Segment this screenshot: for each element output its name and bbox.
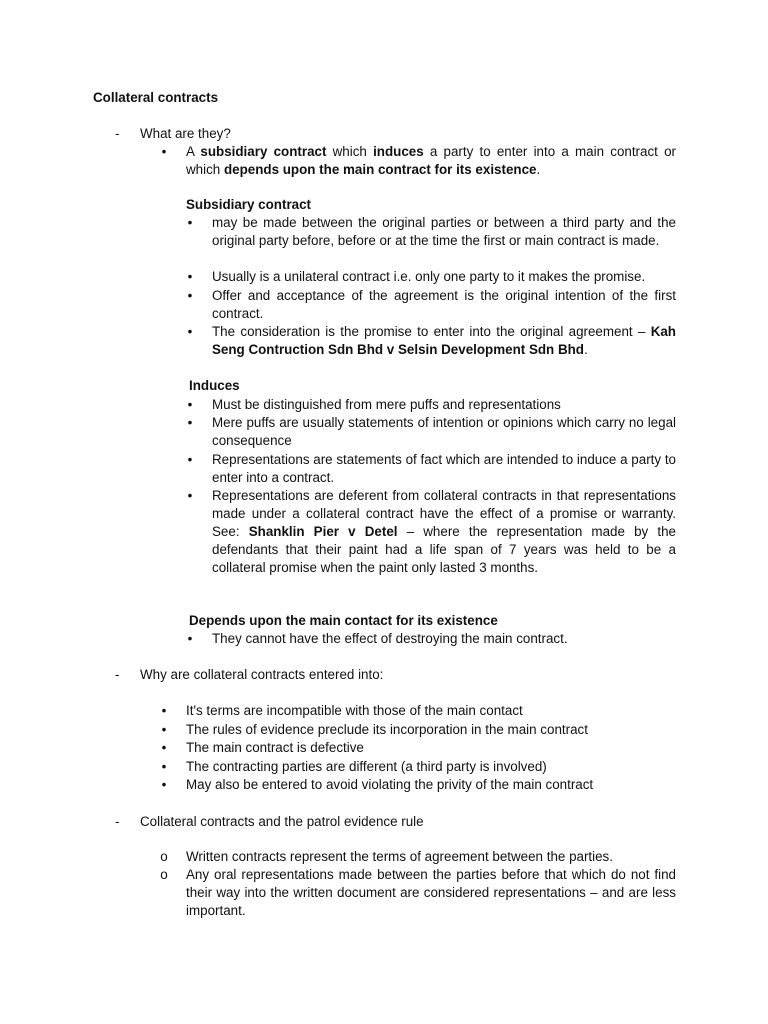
- dash-marker: -: [115, 814, 120, 829]
- bullet-marker: •: [161, 740, 167, 755]
- list-item: Any oral representations made between the parties before that which do not find their way into the written document are considered representations – and are less important.: [186, 867, 676, 919]
- list-item: Usually is a unilateral contract i.e. only one party to it makes the promise.: [212, 269, 646, 284]
- dash-marker: -: [115, 667, 120, 682]
- case-name: Shanklin Pier v Detel: [248, 524, 398, 540]
- case-name: Kah Seng Contruction Sdn Bhd v Selsin Development Sdn Bhd: [212, 324, 676, 358]
- bullet-marker: •: [187, 288, 193, 303]
- bullet-marker: •: [187, 215, 193, 230]
- list-item: Written contracts represent the terms of agreement between the parties.: [186, 849, 613, 864]
- section-heading-parol: Collateral contracts and the patrol evidence rule: [140, 814, 424, 829]
- page-title: Collateral contracts: [93, 90, 219, 105]
- definition-paragraph: A subsidiary contract which induces a party to enter into a main contract or which depends upon the main contract for its existence.: [186, 144, 676, 178]
- dash-marker: -: [115, 126, 120, 141]
- bullet-marker: •: [187, 324, 193, 339]
- bullet-marker: •: [187, 631, 193, 646]
- bullet-marker: •: [187, 397, 193, 412]
- subheading-induces: Induces: [189, 378, 240, 393]
- bullet-marker: •: [161, 722, 167, 737]
- bullet-marker: •: [187, 269, 193, 284]
- bullet-marker: •: [161, 703, 167, 718]
- list-item: They cannot have the effect of destroying the main contract.: [212, 631, 568, 646]
- list-item: The contracting parties are different (a third party is involved): [186, 759, 547, 774]
- circle-marker: o: [160, 849, 168, 864]
- list-item: The rules of evidence preclude its incorporation in the main contract: [186, 722, 588, 737]
- section-heading-why: Why are collateral contracts entered into:: [140, 667, 384, 682]
- list-item: It's terms are incompatible with those of the main contact: [186, 703, 523, 718]
- list-item: May also be entered to avoid violating the privity of the main contract: [186, 777, 594, 792]
- list-item: Offer and acceptance of the agreement is the original intention of the first contract.: [212, 288, 676, 322]
- subheading-subsidiary: Subsidiary contract: [186, 197, 312, 212]
- circle-marker: o: [160, 867, 168, 882]
- section-heading-what: What are they?: [140, 126, 231, 141]
- list-item: Mere puffs are usually statements of intention or opinions which carry no legal consequence: [212, 415, 676, 449]
- list-item: The main contract is defective: [186, 740, 364, 755]
- bullet-marker: •: [187, 488, 193, 503]
- bullet-marker: •: [161, 777, 167, 792]
- bullet-marker: •: [187, 415, 193, 430]
- bullet-marker: •: [161, 144, 167, 159]
- bullet-marker: •: [161, 759, 167, 774]
- list-item: The consideration is the promise to enter into the original agreement – Kah Seng Contruction Sdn Bhd v Selsin Development Sdn Bhd.: [212, 324, 676, 358]
- list-item: Representations are deferent from collateral contracts in that representations made under a collateral contract have the effect of a promise or warranty. See: Shanklin Pier v Detel – where the representation made by the defendants that their paint had a life span of 7 years was held to be a collateral promise when the paint only lasted 3 months.: [212, 488, 676, 576]
- list-item: Representations are statements of fact which are intended to induce a party to enter into a contract.: [212, 452, 676, 486]
- list-item: may be made between the original parties or between a third party and the original party before, before or at the time the first or main contract is made.: [212, 215, 676, 249]
- bullet-marker: •: [187, 452, 193, 467]
- subheading-depends: Depends upon the main contact for its existence: [189, 613, 498, 628]
- list-item: Must be distinguished from mere puffs and representations: [212, 397, 561, 412]
